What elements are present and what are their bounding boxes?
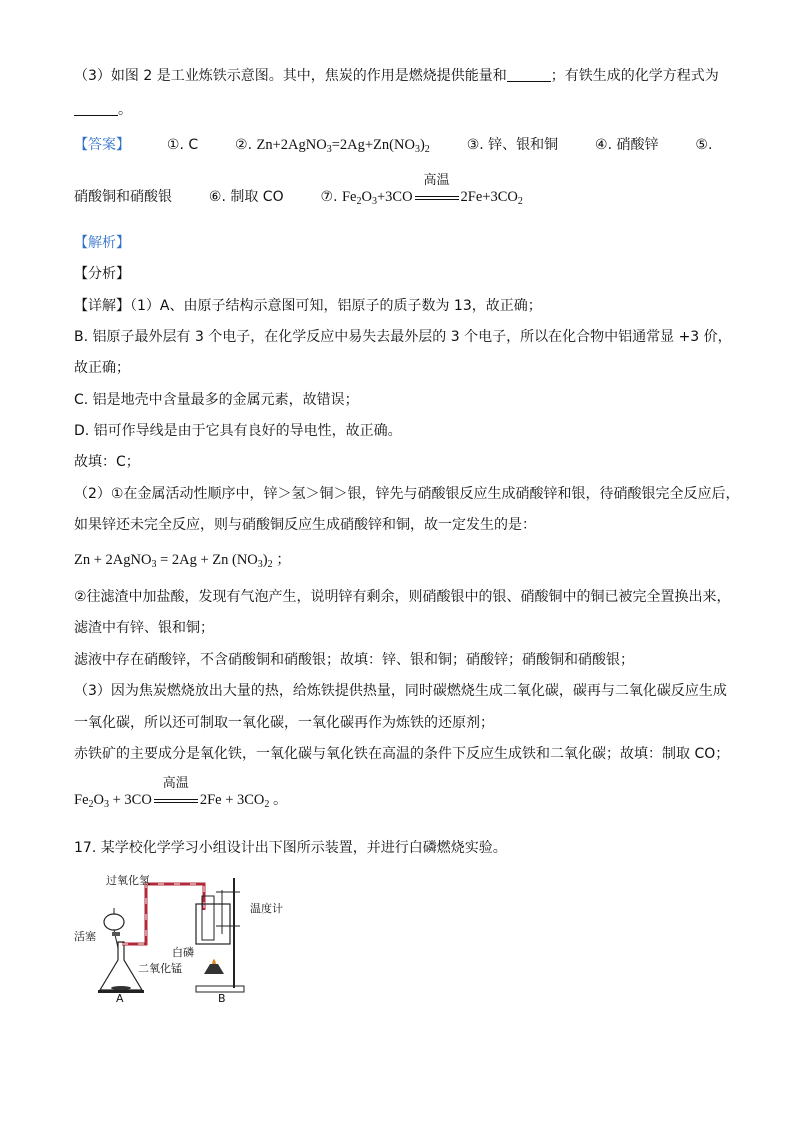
- label-a: A: [116, 992, 124, 1005]
- analysis-line: 故填：C；: [74, 454, 140, 470]
- analysis-line: 滤液中存在硝酸锌，不含硝酸铜和硝酸银；故填：锌、银和铜；硝酸锌；硝酸铜和硝酸银；: [74, 652, 634, 668]
- question-17: 17. 某学校化学学习小组设计出下图所示装置，并进行白磷燃烧实验。: [74, 840, 507, 856]
- label-valve: 活塞: [74, 930, 96, 943]
- label-h2o2: 过氧化氢: [106, 874, 150, 887]
- answer-line-2: 硝酸铜和硝酸银 ⑥. 制取 CO ⑦. $Fe_2O_3+3CO$ 高温 $2Fe+3CO_2$: [74, 173, 523, 207]
- answer-tag: 【答案】: [74, 137, 130, 153]
- analysis-line: ②往滤渣中加盐酸，发现有气泡产生，说明锌有剩余，则硝酸银中的银、硝酸铜中的铜已被完全置换出来，: [74, 589, 731, 605]
- analysis-line: D. 铝可作导线是由于它具有良好的导电性，故正确。: [74, 423, 402, 439]
- analysis-line: 如果锌还未完全反应，则与硝酸铜反应生成硝酸锌和铜，故一定发生的是：: [74, 517, 536, 533]
- answer-blank: [507, 67, 551, 82]
- q3-line-2: 。: [74, 100, 132, 120]
- analysis-line: （3）因为焦炭燃烧放出大量的热，给炼铁提供热量，同时碳燃烧生成二氧化碳，碳再与二氧化碳反应生成: [74, 683, 727, 699]
- label-thermometer: 温度计: [250, 902, 283, 915]
- fenxi-tag: 【分析】: [74, 266, 130, 282]
- analysis-tag: 【解析】: [74, 235, 130, 251]
- equation-zn-agno3: $Zn+2AgNO_3=2Ag+Zn(NO_3)_2$: [256, 137, 430, 155]
- label-mno2: 二氧化锰: [138, 962, 182, 975]
- analysis-line: 故正确；: [74, 360, 130, 376]
- label-b: B: [218, 992, 226, 1005]
- answer-blank: [74, 101, 118, 116]
- equation-iron-smelting: $Fe_2O_3+3CO$ 高温 $2Fe+3CO_2$: [341, 173, 523, 207]
- analysis-line: 赤铁矿的主要成分是氧化铁，一氧化碳与氧化铁在高温的条件下反应生成铁和二氧化碳；故填：制取 CO；: [74, 746, 730, 762]
- label-white-phosphorus: 白磷: [172, 946, 194, 959]
- analysis-line: B. 铝原子最外层有 3 个电子，在化学反应中易失去最外层的 3 个电子，所以在化合物中铝通常显 +3 价，: [74, 329, 732, 345]
- apparatus-figure: [74, 870, 283, 1005]
- q3-line-1: （3）如图 2 是工业炼铁示意图。其中，焦炭的作用是燃烧提供能量和 ；有铁生成的化学方程式为: [74, 68, 719, 84]
- analysis-line: C. 铝是地壳中含量最多的金属元素，故错误；: [74, 392, 359, 408]
- apparatus-drawing: [76, 870, 276, 1005]
- analysis-line: （2）①在金属活动性顺序中，锌＞氢＞铜＞银，锌先与硝酸银反应生成硝酸锌和银，待硝酸银完全反应后，: [74, 486, 740, 502]
- analysis-line: 滤渣中有锌、银和铜；: [74, 620, 214, 636]
- equation-iron-smelting-repeat: $Fe_2O_3 + 3CO$ 高温 $2Fe + 3CO_2$ 。: [74, 776, 288, 810]
- analysis-line: 一氧化碳，所以还可制取一氧化碳，一氧化碳再作为炼铁的还原剂；: [74, 715, 494, 731]
- answer-line-1: 【答案】 ①. C ②. $Zn+2AgNO_3=2Ag+Zn(NO_3)_2$ ③. 锌、银和铜 ④. 硝酸锌 ⑤.: [74, 137, 713, 155]
- equation-zn-agno3-repeat: Zn + 2AgNO$_3$ = 2Ag + Zn $(NO_3)_2$ ；: [74, 552, 291, 570]
- analysis-line: 【详解】（1）A、由原子结构示意图可知，铝原子的质子数为 13，故正确；: [74, 298, 542, 314]
